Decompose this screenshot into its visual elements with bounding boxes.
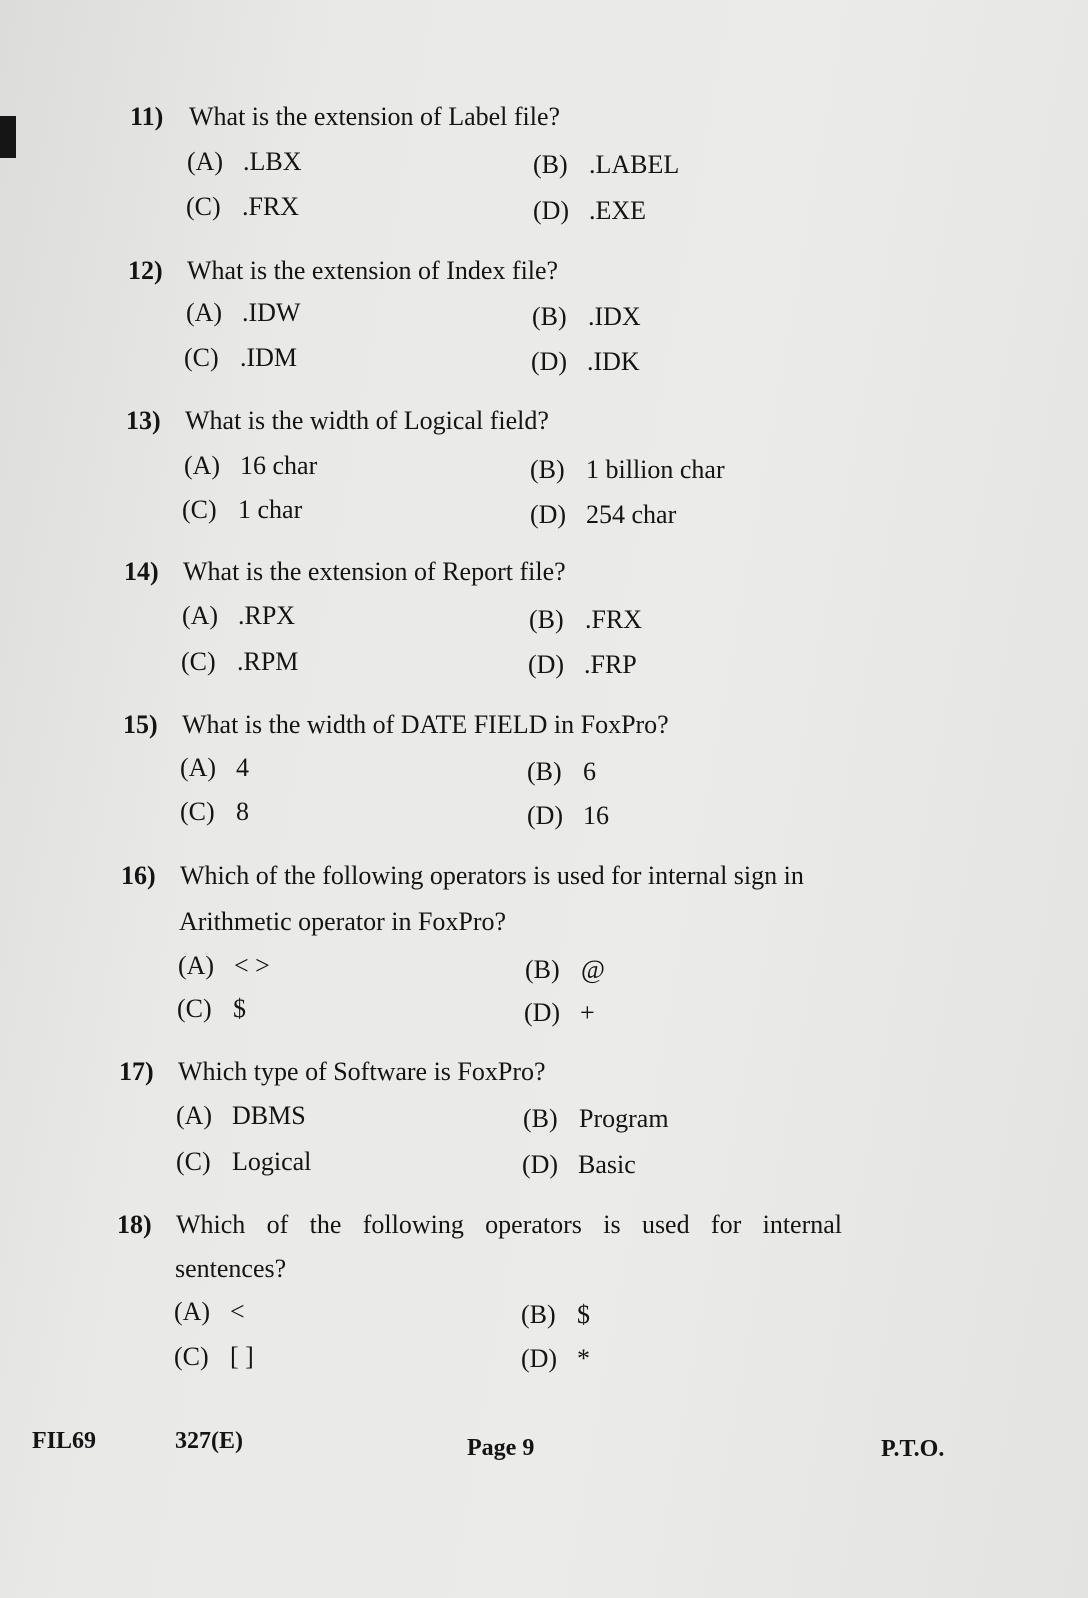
option-c: (C) $: [177, 994, 246, 1023]
option-b: (B) 1 billion char: [530, 455, 725, 484]
option-d: (D) .IDK: [531, 347, 640, 376]
question-number: 13): [126, 406, 161, 435]
option-b: (B) .IDX: [532, 302, 641, 331]
question-text: What is the width of DATE FIELD in FoxPro?: [182, 710, 669, 739]
option-a: (A) DBMS: [176, 1101, 306, 1130]
option-b: (B) @: [525, 955, 605, 984]
option-b: (B) Program: [523, 1104, 669, 1133]
question-number: 18): [117, 1210, 152, 1239]
question-text: Which type of Software is FoxPro?: [178, 1057, 546, 1086]
footer-pto: P.T.O.: [881, 1436, 945, 1462]
option-c: (C) .IDM: [184, 343, 298, 372]
option-d: (D) Basic: [522, 1150, 636, 1179]
option-a: (A) .LBX: [187, 147, 302, 176]
question-number: 14): [124, 557, 159, 586]
question-text: What is the extension of Report file?: [183, 557, 566, 586]
question-text-line-1: Which of the following operators is used for internal: [176, 1210, 842, 1239]
option-b: (B) .FRX: [529, 605, 643, 634]
question-text: What is the extension of Label file?: [189, 102, 561, 131]
option-d: (D) 254 char: [530, 500, 677, 529]
option-a: (A) 16 char: [184, 451, 318, 480]
option-d: (D) +: [524, 998, 595, 1027]
question-number: 17): [119, 1057, 154, 1086]
margin-mark: [0, 116, 16, 158]
option-c: (C) Logical: [176, 1147, 312, 1176]
option-d: (D) *: [521, 1344, 590, 1373]
option-c: (C) .RPM: [181, 647, 299, 676]
question-number: 12): [128, 256, 163, 285]
option-c: (C) 8: [180, 797, 249, 826]
question-number: 11): [130, 102, 164, 131]
option-d: (D) .FRP: [528, 650, 637, 679]
option-a: (A) .IDW: [186, 298, 301, 327]
option-a: (A) .RPX: [182, 601, 296, 630]
footer-paper-code: 327(E): [175, 1428, 243, 1454]
option-b: (B) .LABEL: [533, 150, 680, 179]
question-text-line-2: Arithmetic operator in FoxPro?: [179, 907, 507, 936]
footer-page-number: Page 9: [467, 1435, 535, 1461]
option-b: (B) 6: [527, 757, 596, 786]
option-c: (C) .FRX: [186, 192, 300, 221]
option-b: (B) $: [521, 1300, 590, 1329]
footer-code: FIL69: [32, 1428, 97, 1454]
option-a: (A) < >: [178, 951, 270, 980]
option-c: (C) 1 char: [182, 495, 303, 524]
question-text: What is the extension of Index file?: [187, 256, 559, 285]
option-c: (C) [ ]: [174, 1342, 254, 1371]
question-text-line-1: Which of the following operators is used for internal sign in: [180, 861, 804, 890]
option-a: (A) <: [174, 1297, 245, 1326]
question-text-line-2: sentences?: [175, 1254, 287, 1283]
option-d: (D) 16: [527, 801, 609, 830]
question-number: 15): [123, 710, 158, 739]
option-d: (D) .EXE: [533, 196, 647, 225]
question-number: 16): [121, 861, 156, 890]
option-a: (A) 4: [180, 753, 249, 782]
question-text: What is the width of Logical field?: [185, 406, 549, 435]
